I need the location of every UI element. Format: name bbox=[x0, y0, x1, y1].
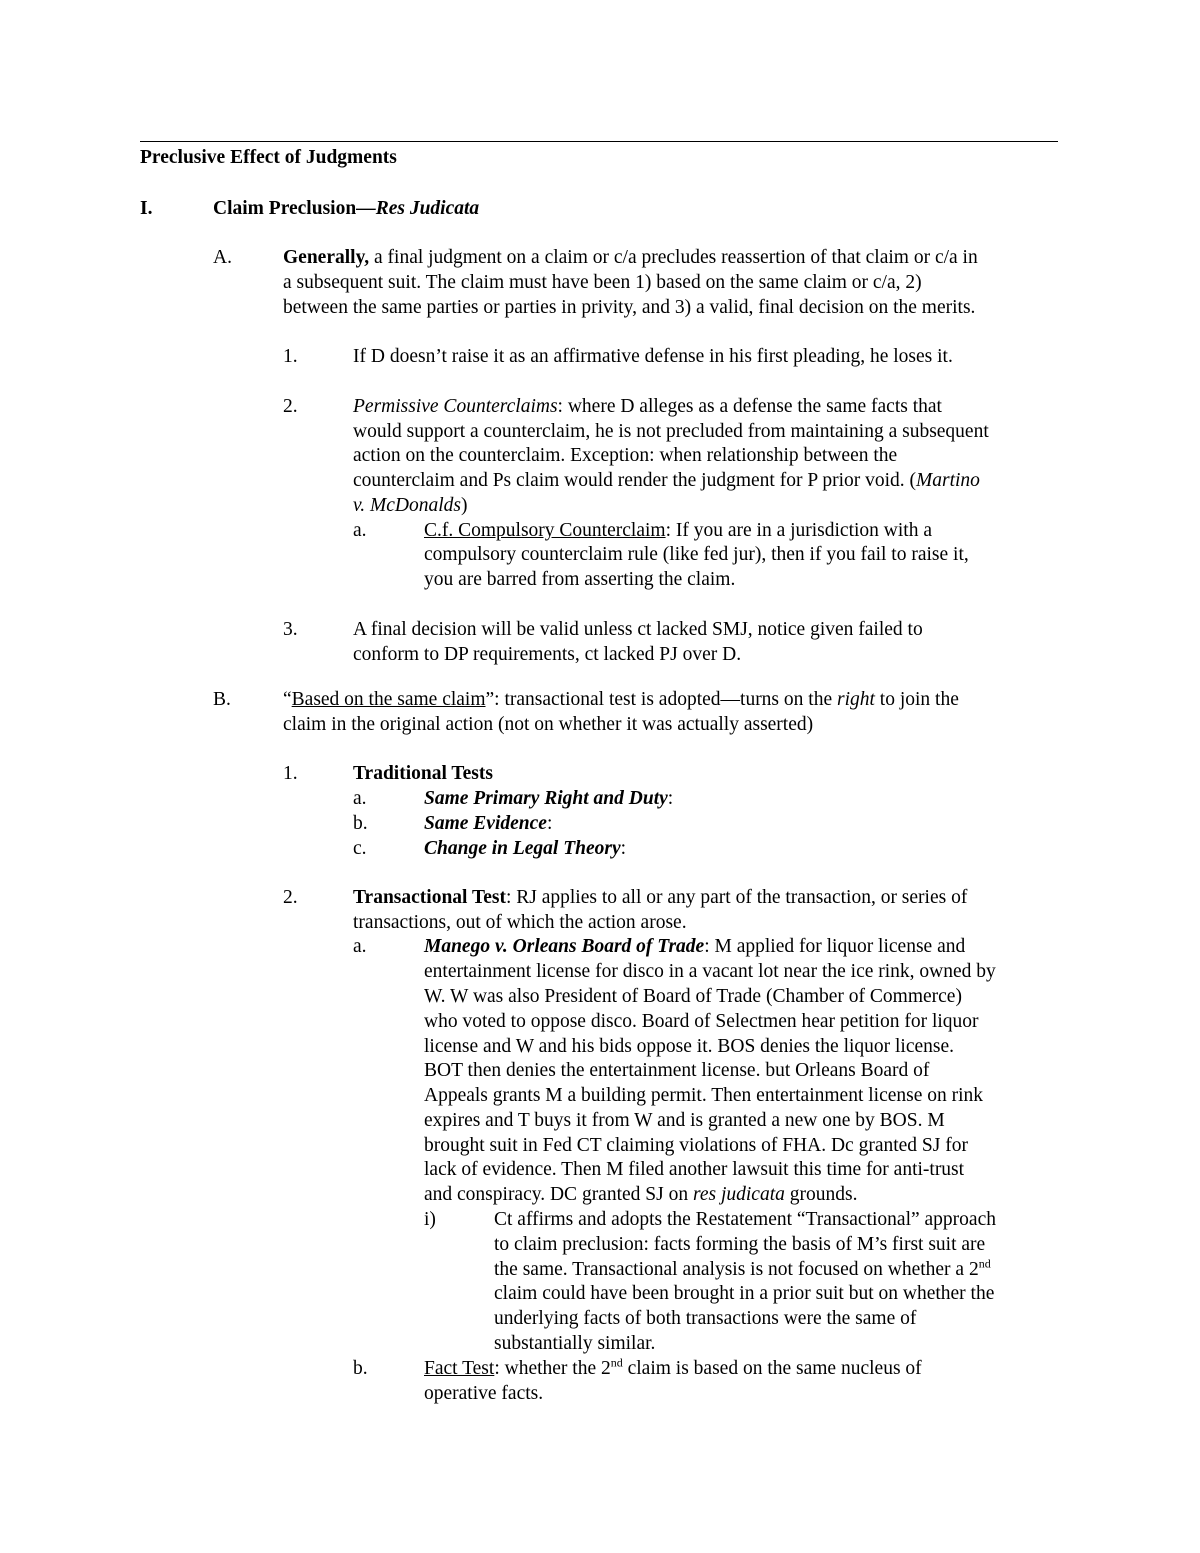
paragraph-line: substantially similar. bbox=[494, 1333, 656, 1354]
test-marker: b. bbox=[353, 813, 368, 834]
paragraph-line: “Based on the same claim”: transactional test is adopted—turns on the right to join the bbox=[283, 689, 959, 710]
paragraph-line: Generally, a final judgment on a claim or c/a precludes reassertion of that claim or c/a in bbox=[283, 247, 978, 268]
paragraph-line: counterclaim and Ps claim would render the judgment for P prior void. (Martino bbox=[353, 470, 980, 491]
paragraph-line: W. W was also President of Board of Trade (Chamber of Commerce) bbox=[424, 986, 962, 1007]
paragraph-line: brought suit in Fed CT claiming violations of FHA. Dc granted SJ for bbox=[424, 1135, 968, 1156]
paragraph-line: entertainment license for disco in a vacant lot near the ice rink, owned by bbox=[424, 961, 996, 982]
test-item: Change in Legal Theory: bbox=[424, 838, 627, 859]
outline-marker-B2b: b. bbox=[353, 1358, 368, 1379]
paragraph-line: BOT then denies the entertainment license. but Orleans Board of bbox=[424, 1060, 930, 1081]
paragraph-line: license and W and his bids oppose it. BOS denies the liquor license. bbox=[424, 1036, 955, 1057]
paragraph-line: Ct affirms and adopts the Restatement “Transactional” approach bbox=[494, 1209, 996, 1230]
outline-marker-B2a: a. bbox=[353, 936, 367, 957]
paragraph-line: A final decision will be valid unless ct lacked SMJ, notice given failed to bbox=[353, 619, 923, 640]
paragraph-line: Permissive Counterclaims: where D alleges as a defense the same facts that bbox=[353, 396, 942, 417]
outline-marker-B1: 1. bbox=[283, 763, 298, 784]
paragraph-line: conform to DP requirements, ct lacked PJ over D. bbox=[353, 644, 742, 665]
paragraph-line: who voted to oppose disco. Board of Selectmen hear petition for liquor bbox=[424, 1011, 979, 1032]
outline-marker-B2ai: i) bbox=[424, 1209, 436, 1230]
paragraph-line: between the same parties or parties in privity, and 3) a valid, final decision on the merits. bbox=[283, 297, 976, 318]
paragraph-line: claim could have been brought in a prior suit but on whether the bbox=[494, 1283, 995, 1304]
paragraph-line: Manego v. Orleans Board of Trade: M applied for liquor license and bbox=[424, 936, 966, 957]
paragraph-line: Fact Test: whether the 2nd claim is based on the same nucleus of bbox=[424, 1355, 922, 1379]
paragraph-line: Transactional Test: RJ applies to all or any part of the transaction, or series of bbox=[353, 887, 968, 908]
paragraph-line: lack of evidence. Then M filed another lawsuit this time for anti-trust bbox=[424, 1159, 965, 1180]
paragraph-line: to claim preclusion: facts forming the basis of M’s first suit are bbox=[494, 1234, 986, 1255]
section-heading: Claim Preclusion—Res Judicata bbox=[213, 198, 480, 219]
outline-marker-B2: 2. bbox=[283, 887, 298, 908]
test-item: Same Primary Right and Duty: bbox=[424, 788, 674, 809]
page-title: Preclusive Effect of Judgments bbox=[140, 147, 397, 168]
outline-marker-A3: 3. bbox=[283, 619, 298, 640]
outline-marker-B: B. bbox=[213, 689, 231, 710]
paragraph-line: expires and T buys it from W and is granted a new one by BOS. M bbox=[424, 1110, 945, 1131]
paragraph-line: C.f. Compulsory Counterclaim: If you are in a jurisdiction with a bbox=[424, 520, 932, 541]
test-marker: a. bbox=[353, 788, 367, 809]
paragraph-line: a subsequent suit. The claim must have been 1) based on the same claim or c/a, 2) bbox=[283, 272, 922, 293]
paragraph-line: v. McDonalds) bbox=[353, 495, 468, 516]
paragraph-line: underlying facts of both transactions were the same of bbox=[494, 1308, 917, 1329]
paragraph-line: the same. Transactional analysis is not focused on whether a 2nd bbox=[494, 1256, 991, 1280]
test-item: Same Evidence: bbox=[424, 813, 553, 834]
paragraph-line: transactions, out of which the action arose. bbox=[353, 912, 687, 933]
test-marker: c. bbox=[353, 838, 367, 859]
section-marker: I. bbox=[140, 198, 153, 219]
paragraph-line: Appeals grants M a building permit. Then entertainment license on rink bbox=[424, 1085, 984, 1106]
paragraph-line: If D doesn’t raise it as an affirmative defense in his first pleading, he loses it. bbox=[353, 346, 953, 367]
paragraph-line: claim in the original action (not on whether it was actually asserted) bbox=[283, 714, 814, 735]
paragraph-line: would support a counterclaim, he is not precluded from maintaining a subsequent bbox=[353, 421, 989, 442]
paragraph-line: operative facts. bbox=[424, 1383, 544, 1404]
paragraph-line: you are barred from asserting the claim. bbox=[424, 569, 736, 590]
outline-marker-A1: 1. bbox=[283, 346, 298, 367]
subheading: Traditional Tests bbox=[353, 763, 493, 784]
header-rule bbox=[140, 141, 1058, 142]
paragraph-line: and conspiracy. DC granted SJ on res judicata grounds. bbox=[424, 1184, 858, 1205]
paragraph-line: action on the counterclaim. Exception: when relationship between the bbox=[353, 445, 898, 466]
outline-marker-A2: 2. bbox=[283, 396, 298, 417]
outline-marker-A: A. bbox=[213, 247, 232, 268]
outline-marker-A2a: a. bbox=[353, 520, 367, 541]
paragraph-line: compulsory counterclaim rule (like fed jur), then if you fail to raise it, bbox=[424, 544, 969, 565]
